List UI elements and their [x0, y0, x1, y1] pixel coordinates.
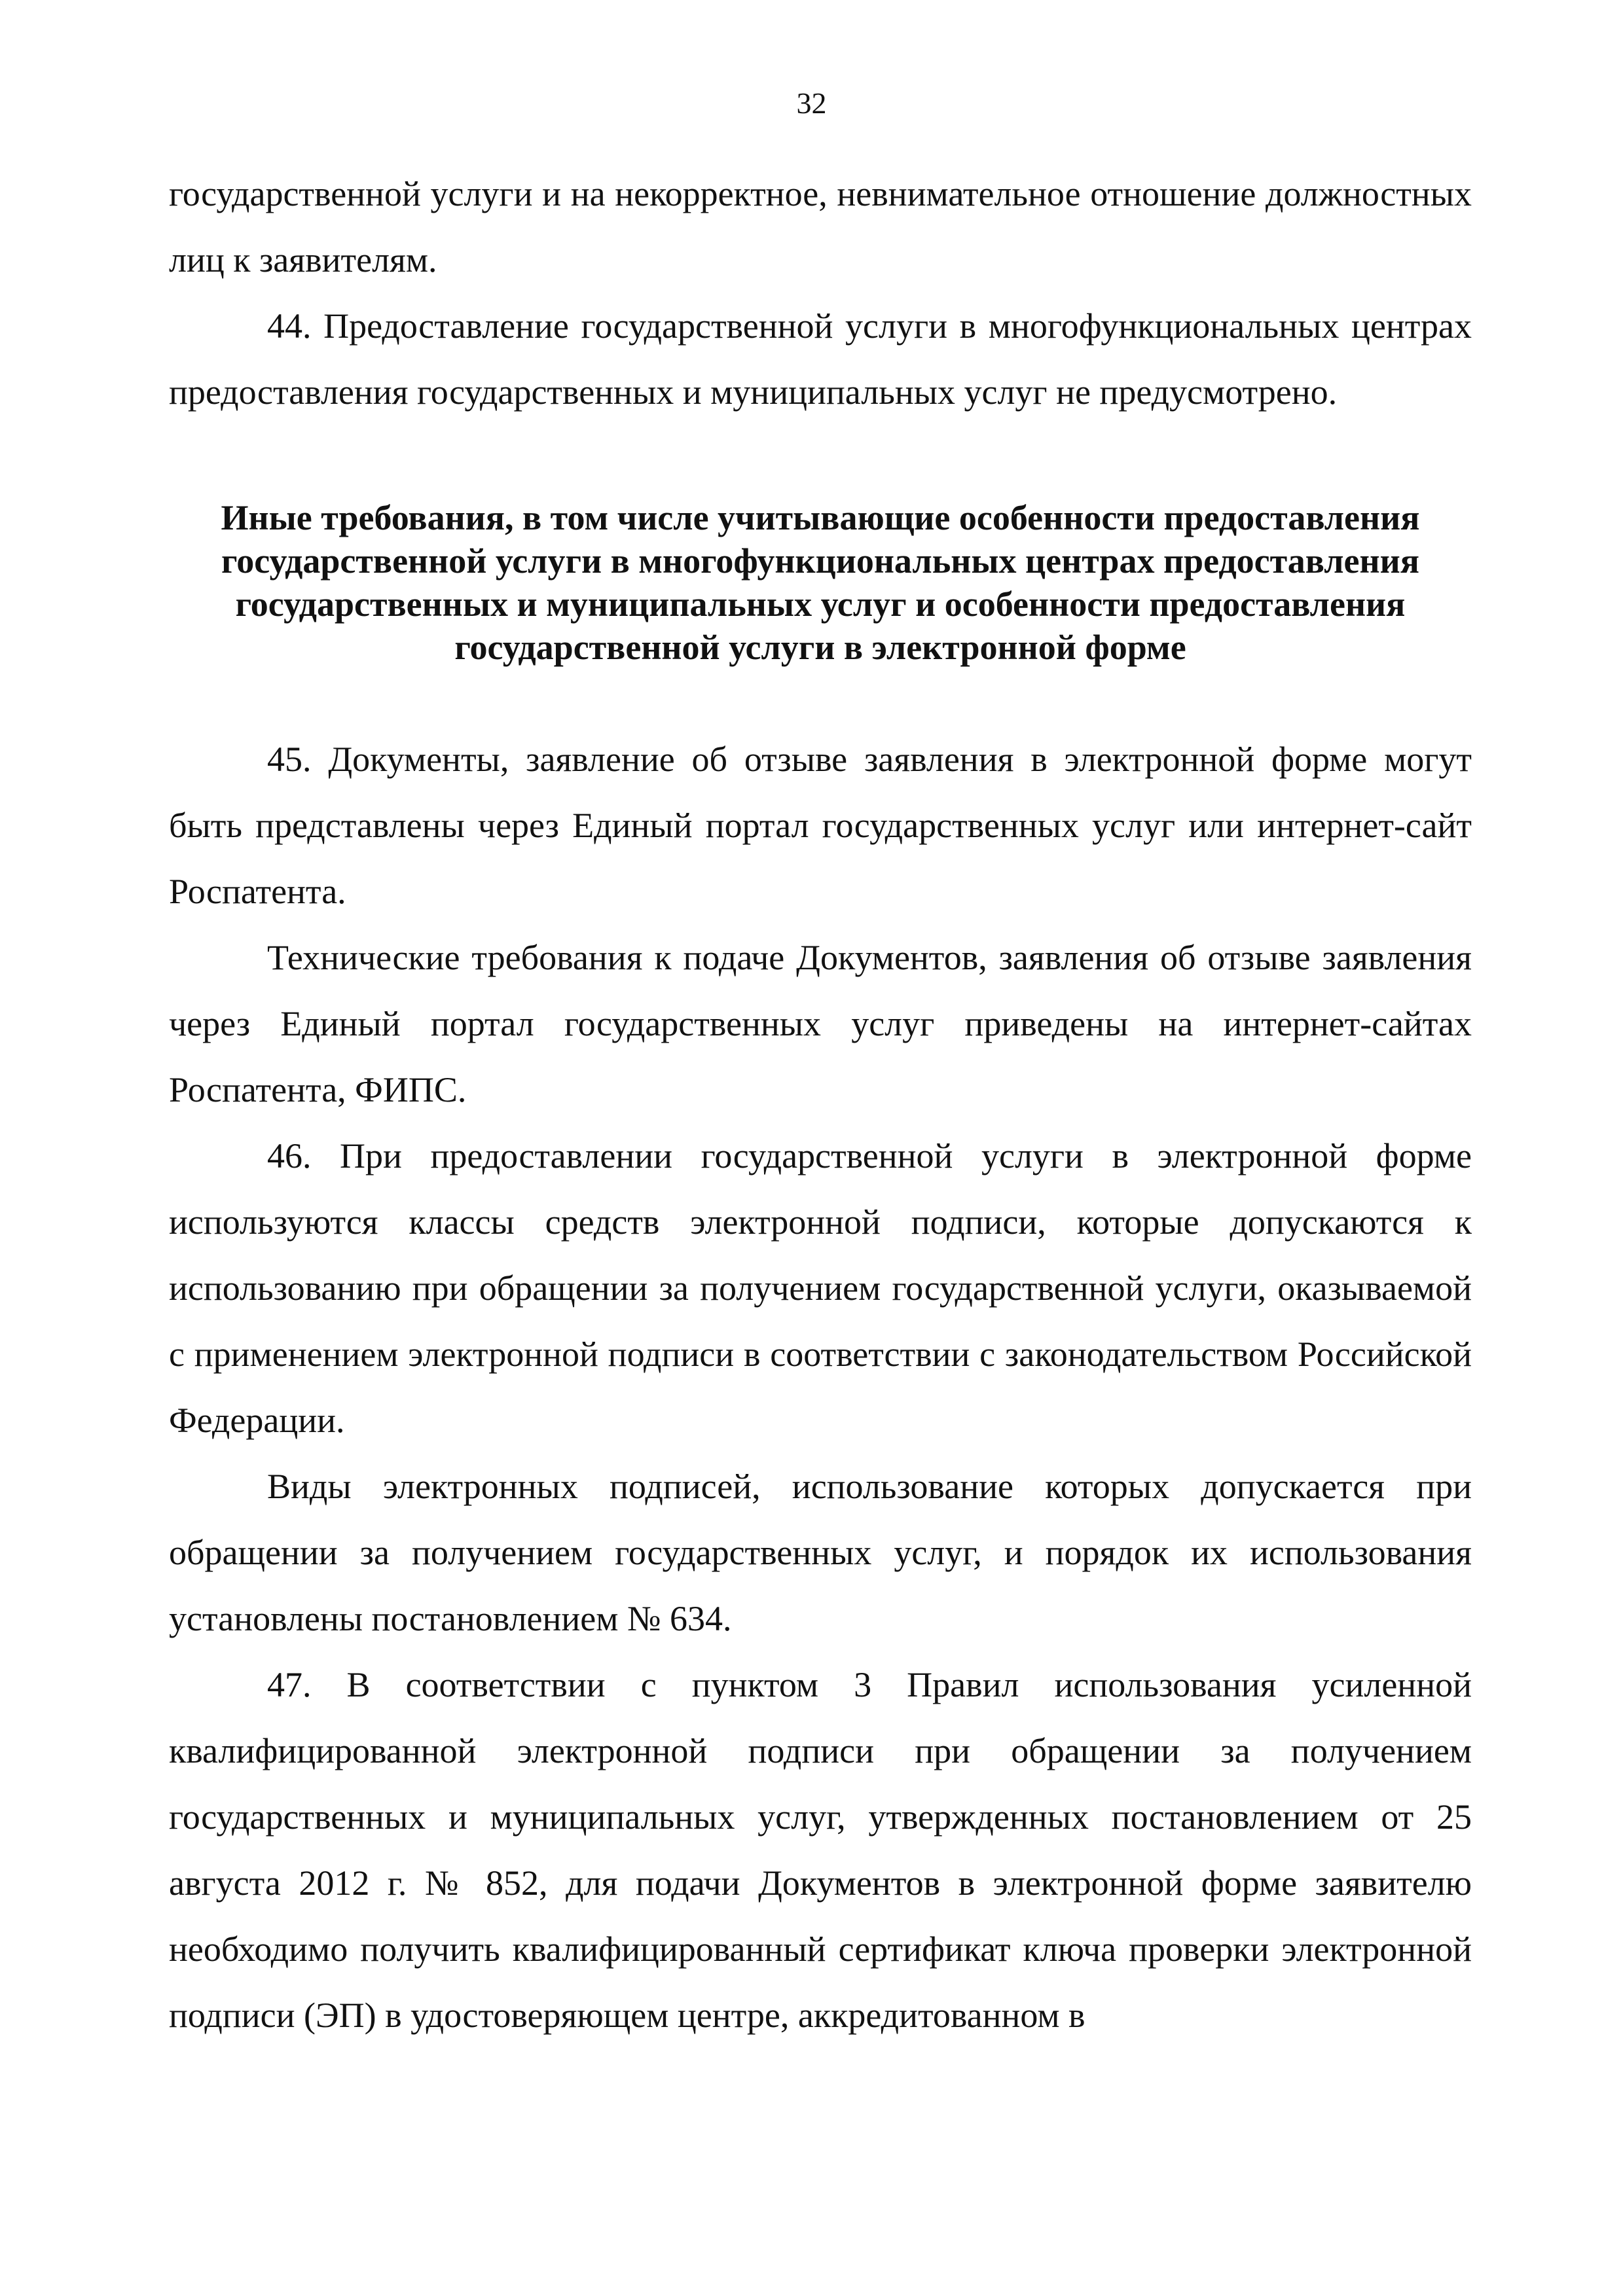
section-heading: Иные требования, в том числе учитывающие особенности предоставления государственной услуги в многофункциональных центрах предоставления государственных и муниципальных услуг и особенности предоставления государственной услуги в электронной форме: [221, 498, 1420, 667]
paragraph-46: 46. При предоставлении государственной услуги в электронной форме используются классы средств электронной подписи, которые допускаются к использованию при обращении за получением государственной услуги, оказываемой с применением электронной подписи в соответствии с законодательством Российской Федерации.: [169, 1136, 1472, 1440]
paragraph-continuation: государственной услуги и на некорректное, невнимательное отношение должностных лиц к заявителям.: [169, 174, 1472, 279]
paragraph-47: 47. В соответствии с пунктом 3 Правил использования усиленной квалифицированной электронной подписи при обращении за получением государственных и муниципальных услуг, утвержденных постановлением от 25 августа 2012 г. № 852, для подачи Документов в электронной форме заявителю необходимо получить квалифицированный сертификат ключа проверки электронной подписи (ЭП) в удостоверяющем центре, аккредитованном в: [169, 1665, 1472, 2035]
page-number: 32: [796, 86, 827, 120]
paragraph-44: 44. Предоставление государственной услуги в многофункциональных центрах предоставления государственных и муниципальных услуг не предусмотрено.: [169, 306, 1472, 412]
spacer: [169, 425, 1472, 496]
paragraph-45: 45. Документы, заявление об отзыве заявления в электронной форме могут быть представлены через Единый портал государственных услуг или интернет-сайт Роспатента.: [169, 740, 1472, 911]
paragraph-45-technical: Технические требования к подаче Документов, заявления об отзыве заявления через Единый портал государственных услуг приведены на интернет-сайтах Роспатента, ФИПС.: [169, 938, 1472, 1109]
paragraph-46-signatures: Виды электронных подписей, использование которых допускается при обращении за получением государственных услуг, и порядок их использования установлены постановлением № 634.: [169, 1467, 1472, 1638]
spacer: [169, 669, 1472, 726]
document-body: [169, 161, 1472, 2049]
